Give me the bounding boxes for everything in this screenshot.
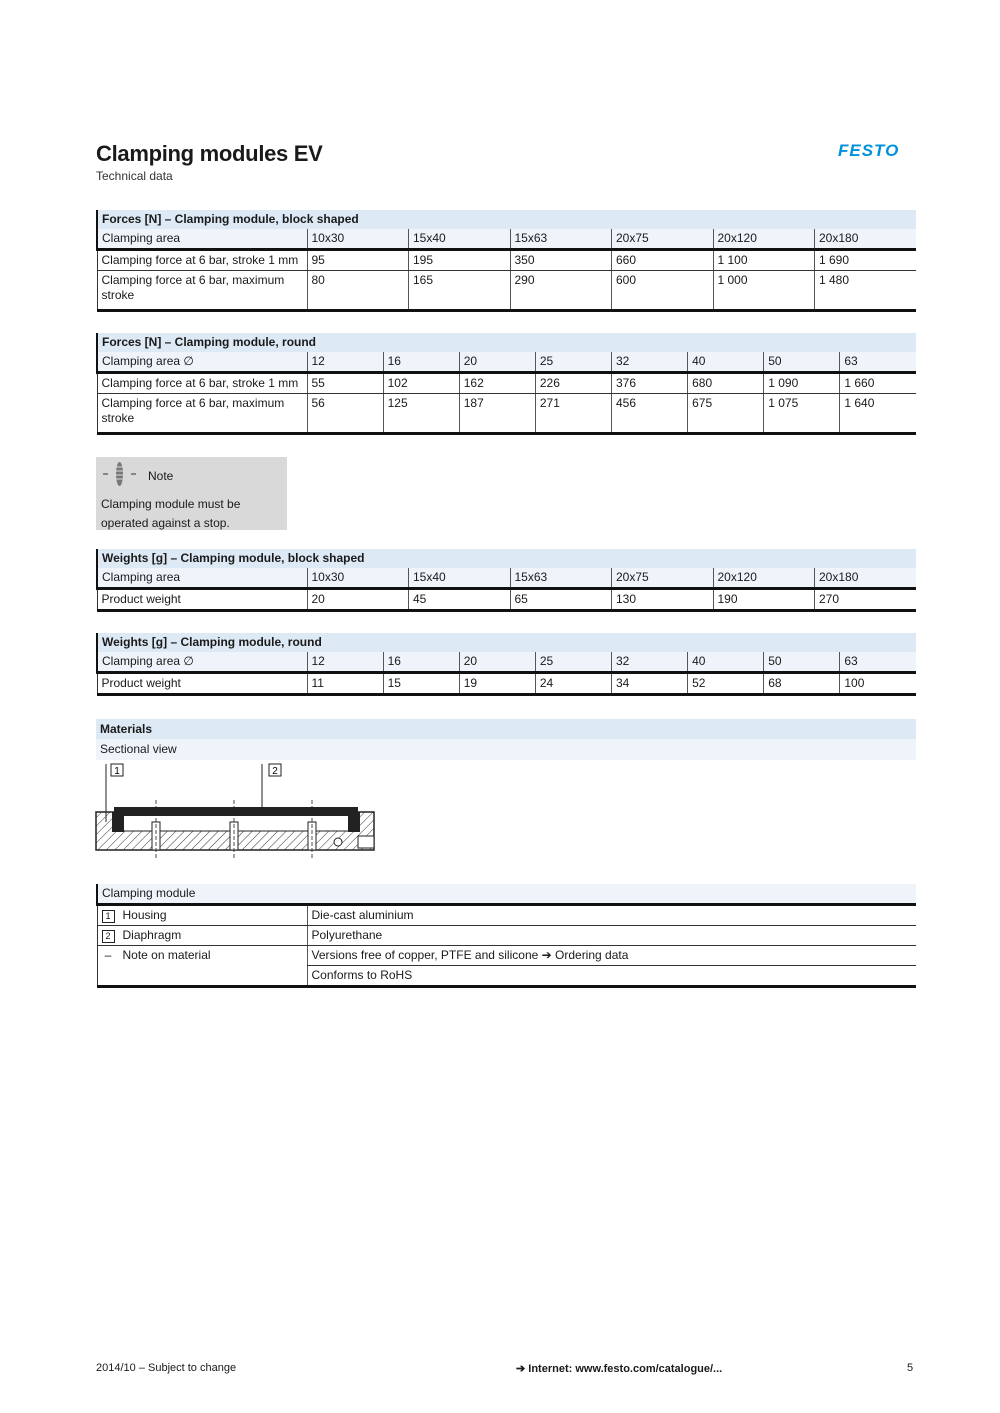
part-name: Diaphragm [122,928,182,942]
cell-value: 100 [840,673,916,695]
cell-value: 56 [307,394,383,434]
size-header: 12 [307,652,383,673]
size-header: 20x180 [815,568,917,589]
size-header: 10x30 [307,568,409,589]
table-caption: Forces [N] – Clamping module, block shaped [97,210,916,229]
cell-value: 1 690 [815,250,917,271]
row-label: Clamping force at 6 bar, stroke 1 mm [97,373,307,394]
cell-value: 130 [612,589,714,611]
size-header: 10x30 [307,229,409,250]
size-header: 40 [688,352,764,373]
size-header: 50 [764,652,840,673]
row-label: Clamping force at 6 bar, maximum stroke [97,271,307,311]
forces-block-table [96,210,916,312]
row-label: Clamping force at 6 bar, maximum stroke [97,394,307,434]
size-header: 63 [840,652,916,673]
sectional-view-drawing [94,760,378,860]
cell-value: 68 [764,673,840,695]
part-tag: 1 [102,910,115,923]
header-label: Clamping area ∅ [97,652,307,673]
cell-value: 226 [535,373,611,394]
cell-value: 162 [459,373,535,394]
part-cell [97,966,307,987]
table-caption: Weights [g] – Clamping module, block shaped [97,549,916,568]
row-label: Product weight [97,673,307,695]
table-row [97,271,916,311]
cell-value: 350 [510,250,612,271]
size-header: 32 [612,652,688,673]
cell-value: 1 000 [713,271,815,311]
size-header: 20x75 [612,568,714,589]
table-row [97,966,916,987]
note-text: Clamping module must be operated against a stop. [101,497,241,530]
row-label: Product weight [97,589,307,611]
cell-value: 660 [612,250,714,271]
cell-value: 45 [409,589,511,611]
cell-value: 1 480 [815,271,917,311]
part-cell [97,926,307,946]
size-header: 40 [688,652,764,673]
sectional-view-label: Sectional view [96,739,916,760]
cell-value: 1 090 [764,373,840,394]
cell-value: 55 [307,373,383,394]
size-header: 15x40 [409,568,511,589]
note-heading: Note [148,469,174,483]
table-row [97,373,916,394]
cell-value: 376 [612,373,688,394]
table-caption: Weights [g] – Clamping module, round [97,633,916,652]
cell-value: 24 [535,673,611,695]
row-label: Clamping force at 6 bar, stroke 1 mm [97,250,307,271]
cell-value: 456 [612,394,688,434]
header-label: Clamping area [97,229,307,250]
cell-value: 15 [383,673,459,695]
cell-value: 102 [383,373,459,394]
table-row [97,250,916,271]
cell-value: 271 [535,394,611,434]
table-caption: Forces [N] – Clamping module, round [97,333,916,352]
cell-value: 680 [688,373,764,394]
table-header: Clamping module [97,884,916,905]
size-header: 16 [383,652,459,673]
part-name: Note on material [122,948,211,962]
part-cell [97,905,307,926]
callout-label: 2 [272,766,278,777]
cell-value: 190 [713,589,815,611]
page-subtitle: Technical data [96,169,173,183]
size-header: 20x75 [612,229,714,250]
cell-value: 80 [307,271,409,311]
note-box [96,457,287,530]
page-number: 5 [907,1362,914,1374]
material-cell: Versions free of copper, PTFE and silicone ➔ Ordering data [307,946,916,966]
cell-value: 290 [510,271,612,311]
header-label: Clamping area ∅ [97,352,307,373]
cell-value: 195 [409,250,511,271]
table-row [97,946,916,966]
weights-round-table [96,633,916,696]
cell-value: 65 [510,589,612,611]
cell-value: 675 [688,394,764,434]
cell-value: 187 [459,394,535,434]
festo-logo: FESTO [838,141,900,160]
size-header: 20x120 [713,229,815,250]
size-header: 20 [459,652,535,673]
material-cell: Polyurethane [307,926,916,946]
cell-value: 34 [612,673,688,695]
size-header: 20 [459,352,535,373]
size-header: 20x120 [713,568,815,589]
forces-round-table [96,333,916,435]
table-row [97,905,916,926]
cell-value: 11 [307,673,383,695]
page-title: Clamping modules EV [96,141,323,166]
cell-value: 1 660 [840,373,916,394]
weights-block-table [96,549,916,612]
callout-label: 1 [114,766,120,777]
cell-value: 165 [409,271,511,311]
table-row [97,394,916,434]
part-tag: – [104,948,112,962]
size-header: 15x63 [510,229,612,250]
size-header: 25 [535,652,611,673]
size-header: 32 [612,352,688,373]
footer-internet-link[interactable]: ➔ Internet: www.festo.com/catalogue/... [516,1363,723,1375]
material-cell: Conforms to RoHS [307,966,916,987]
size-header: 16 [383,352,459,373]
cell-value: 19 [459,673,535,695]
size-header: 63 [840,352,916,373]
cell-value: 600 [612,271,714,311]
size-header: 25 [535,352,611,373]
materials-table [96,884,916,988]
cell-value: 20 [307,589,409,611]
cell-value: 1 640 [840,394,916,434]
materials-caption: Materials [96,719,916,741]
cell-value: 52 [688,673,764,695]
cell-value: 95 [307,250,409,271]
note-icon [102,461,138,487]
part-tag: 2 [102,930,115,943]
part-cell [97,946,307,966]
size-header: 15x63 [510,568,612,589]
size-header: 12 [307,352,383,373]
size-header: 50 [764,352,840,373]
size-header: 15x40 [409,229,511,250]
material-cell: Die-cast aluminium [307,905,916,926]
header-label: Clamping area [97,568,307,589]
table-row [97,926,916,946]
cell-value: 1 100 [713,250,815,271]
cell-value: 1 075 [764,394,840,434]
table-row [97,589,916,611]
table-row [97,673,916,695]
footer-date: 2014/10 – Subject to change [96,1362,237,1374]
part-name: Housing [122,908,167,922]
cell-value: 270 [815,589,917,611]
cell-value: 125 [383,394,459,434]
size-header: 20x180 [815,229,917,250]
